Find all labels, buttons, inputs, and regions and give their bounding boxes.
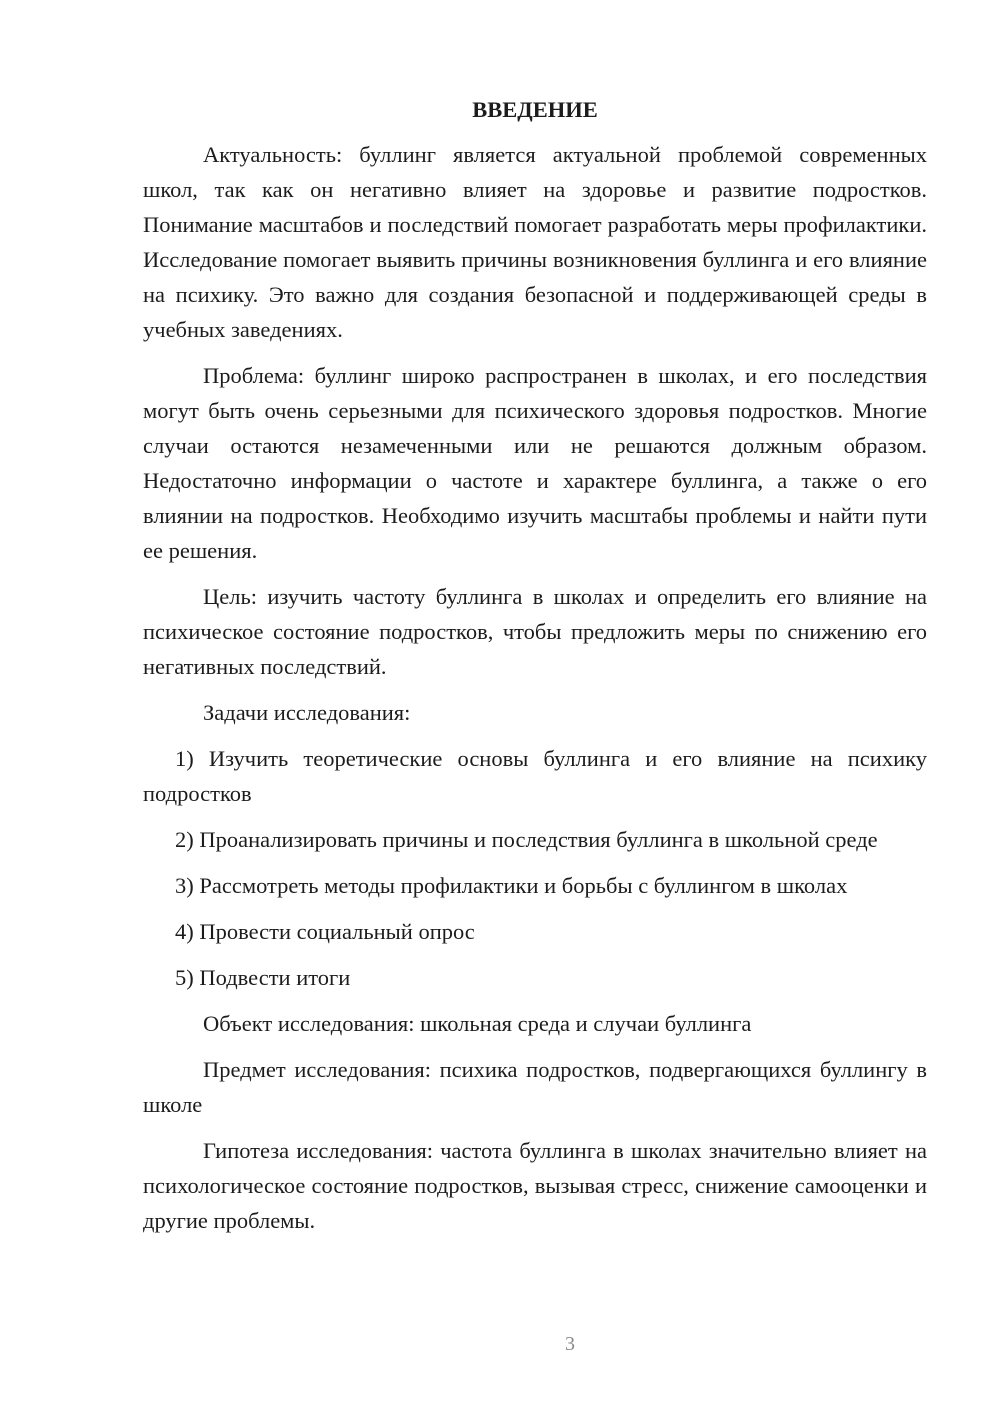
paragraph-object: Объект исследования: школьная среда и случаи буллинга <box>203 1011 752 1036</box>
paragraph-goal: Цель: изучить частоту буллинга в школах и определить его влияние на психическое состояние подростков, чтобы предложить меры по снижению его негативных последствий. <box>143 584 927 679</box>
task-item-3: 3) Рассмотреть методы профилактики и борьбы с буллингом в школах <box>175 873 848 898</box>
page-number: 3 <box>565 1333 575 1355</box>
task-item-4: 4) Провести социальный опрос <box>175 919 475 944</box>
section-title: ВВЕДЕНИЕ <box>472 97 598 122</box>
task-item-5: 5) Подвести итоги <box>175 965 351 990</box>
paragraph-problem: Проблема: буллинг широко распространен в школах, и его последствия могут быть очень серьезными для психического здоровья подростков. Многие случаи остаются незамеченными или не решаются должным образом. Недостаточно информации о частоте и характере буллинга, а также о его влиянии на подростков. Необходимо изучить масштабы проблемы и найти пути ее решения. <box>143 363 927 563</box>
page-content <box>143 90 927 1238</box>
paragraph-relevance: Актуальность: буллинг является актуальной проблемой современных школ, так как он негативно влияет на здоровье и развитие подростков. Понимание масштабов и последствий помогает разработать меры профилактики. Исследование помогает выявить причины возникновения буллинга и его влияние на психику. Это важно для создания безопасной и поддерживающей среды в учебных заведениях. <box>143 142 927 342</box>
task-item-1: 1) Изучить теоретические основы буллинга и его влияние на психику подростков <box>143 746 927 806</box>
paragraph-hypothesis: Гипотеза исследования: частота буллинга в школах значительно влияет на психологическое состояние подростков, вызывая стресс, снижение самооценки и другие проблемы. <box>143 1138 927 1233</box>
task-item-2: 2) Проанализировать причины и последствия буллинга в школьной среде <box>175 827 878 852</box>
tasks-heading: Задачи исследования: <box>203 700 411 725</box>
paragraph-subject: Предмет исследования: психика подростков, подвергающихся буллингу в школе <box>143 1057 927 1117</box>
